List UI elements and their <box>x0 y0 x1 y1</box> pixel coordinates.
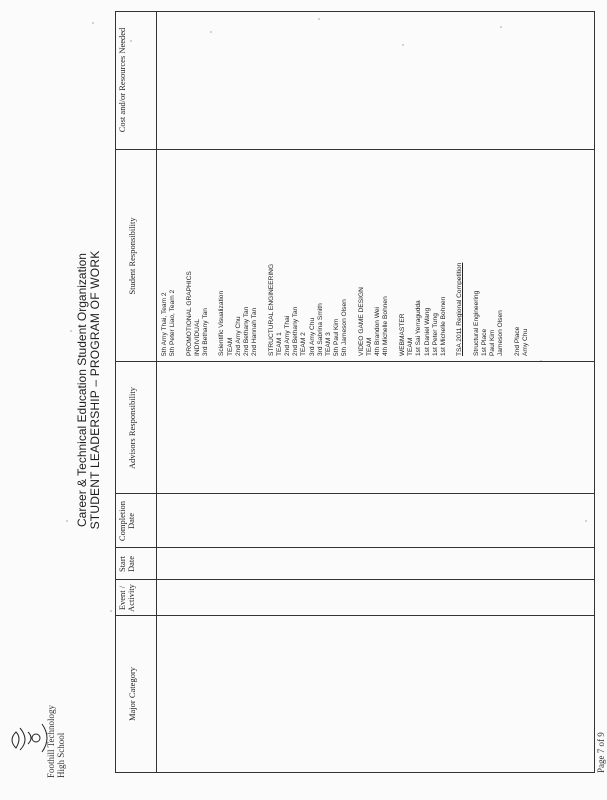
student-responsibility-line: 5th Jameson Olsen <box>341 299 349 356</box>
student-responsibility-list <box>161 156 530 356</box>
student-responsibility-line: VIDEO GAME DESIGN <box>357 287 365 356</box>
student-responsibility-line: TSA 2011 Regional Competition <box>456 262 464 356</box>
student-responsibility-line: Amy Chu <box>521 328 529 356</box>
header-cost-resources: Cost and/or Resources Needed <box>117 27 127 133</box>
student-responsibility-line: STRUCTURAL ENGINEERING <box>267 263 275 356</box>
student-responsibility-line: PROMOTIONAL GRAPHICS <box>185 271 193 356</box>
student-responsibility-line: 5th Amy Thai, Team 2 <box>161 292 168 356</box>
column-divider <box>116 579 594 580</box>
student-responsibility-line: 2nd Bethany Tan <box>292 306 300 356</box>
student-responsibility-line <box>350 156 358 356</box>
student-responsibility-line <box>506 156 514 356</box>
header-event-activity: Event / Activity <box>117 584 136 612</box>
header-start-date: Start Date <box>117 555 136 573</box>
student-responsibility-line <box>259 156 267 356</box>
document-title: Career & Technical Education Student Organization <box>75 253 89 527</box>
student-responsibility-line: Jameson Olsen <box>497 310 505 356</box>
student-responsibility-line: 2nd Amy Chu <box>234 316 242 356</box>
student-responsibility-line: 1st Michelle Bohnen <box>439 296 447 356</box>
student-responsibility-line: 5th Peter Liao, Team 2 <box>169 289 177 356</box>
program-of-work-table <box>115 11 595 773</box>
student-responsibility-line: TEAM 3 <box>325 332 333 356</box>
column-divider <box>116 493 594 494</box>
student-responsibility-line: 2nd Amy Thai <box>284 315 292 356</box>
student-responsibility-line: TEAM <box>407 337 415 356</box>
student-responsibility-line: 1st Place <box>480 328 488 356</box>
student-responsibility-line: Paul Kim <box>489 329 497 356</box>
document-subtitle: STUDENT LEADERSHIP – PROGRAM OF WORK <box>88 250 102 530</box>
header-completion-date: Completion Date <box>117 500 136 542</box>
student-responsibility-line: 1st Sai Yerragudda <box>415 300 423 356</box>
student-responsibility-line: 2nd Hannah Tan <box>251 307 259 356</box>
student-responsibility-line: 3rd Bethany Tan <box>202 308 210 356</box>
student-responsibility-line: TEAM <box>366 337 374 356</box>
student-responsibility-line: WEBMASTER <box>398 313 406 356</box>
student-responsibility-line: 1st Peter Tung <box>431 313 439 356</box>
header-major-category: Major Category <box>127 666 137 722</box>
header-student-responsibility: Student Responsibility <box>127 217 137 295</box>
school-logo-text: Foothill Technology High School <box>46 705 66 778</box>
header-advisors-responsibility: Advisors Responsibility <box>127 387 137 469</box>
student-responsibility-line: 3rd Amy Chu <box>308 317 316 356</box>
student-responsibility-line: TEAM 2 <box>300 332 308 356</box>
page-number: Page 7 of 9 <box>596 732 606 773</box>
student-responsibility-line: INDIVIDUAL <box>193 318 201 356</box>
student-responsibility-line: 2nd Bethany Tan <box>243 306 251 356</box>
student-responsibility-line: 4th Michelle Bohnen <box>382 296 390 356</box>
student-responsibility-line: Scientific Visualization <box>218 290 226 356</box>
student-responsibility-line: TEAM <box>226 337 234 356</box>
column-divider <box>116 547 594 548</box>
student-responsibility-line: Structural Engineering <box>472 290 480 356</box>
student-responsibility-line: 4th Brandon Wei <box>374 307 382 356</box>
student-responsibility-line <box>465 156 473 356</box>
student-responsibility-line: 3rd Sabrina Smith <box>316 303 324 356</box>
student-responsibility-line <box>391 156 399 356</box>
column-divider <box>116 361 594 362</box>
student-responsibility-line <box>448 156 456 356</box>
student-responsibility-line: TEAM 1 <box>275 332 283 356</box>
student-responsibility-line <box>210 156 218 356</box>
student-responsibility-line: 1st Daniel Wang <box>423 307 431 356</box>
column-divider <box>116 149 594 150</box>
student-responsibility-line <box>177 156 185 356</box>
student-responsibility-line: 2nd Place <box>513 326 521 356</box>
student-responsibility-line: 5th Paul Kim <box>333 318 341 356</box>
column-divider <box>116 615 594 616</box>
